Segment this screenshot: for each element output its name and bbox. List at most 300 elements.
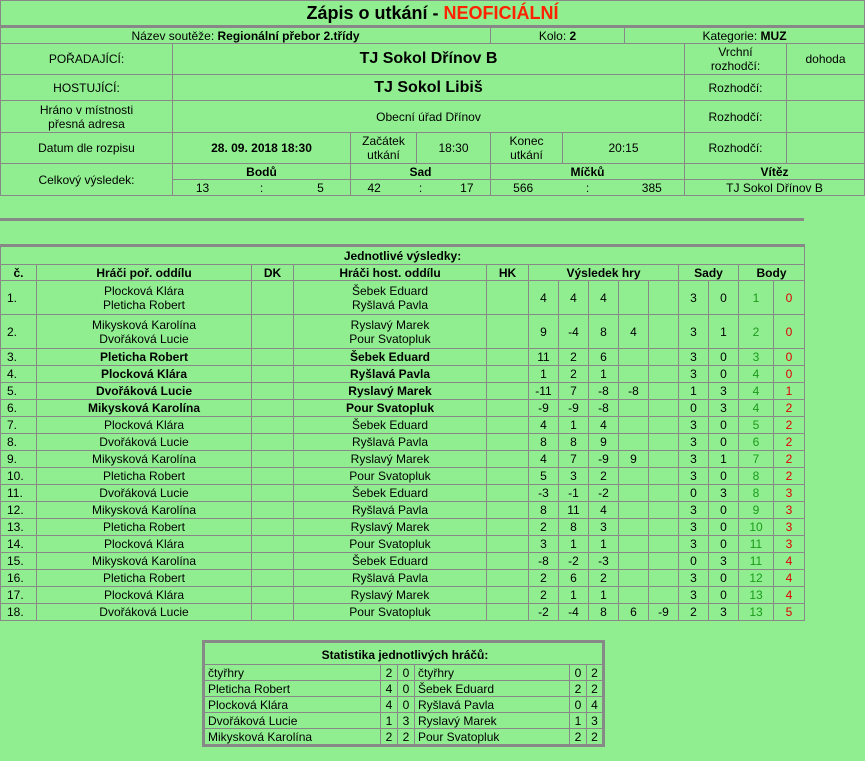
game-score <box>649 502 679 519</box>
away-player <box>294 383 487 400</box>
home-player <box>37 366 252 383</box>
home-losses: 3 <box>398 713 415 729</box>
game-score <box>649 417 679 434</box>
hk-cell <box>487 434 529 451</box>
points-home: 9 <box>739 502 774 519</box>
points-home: 8 <box>739 485 774 502</box>
game-score: 8 <box>589 315 619 349</box>
game-score: 6 <box>559 570 589 587</box>
game-number: 12. <box>1 502 37 519</box>
dk-cell <box>252 587 294 604</box>
game-score <box>619 570 649 587</box>
sets-away: 0 <box>709 502 739 519</box>
dk-cell <box>252 604 294 621</box>
away-player <box>294 468 487 485</box>
game-score <box>649 400 679 417</box>
game-score <box>619 587 649 604</box>
sets-away: 0 <box>709 570 739 587</box>
hk-cell <box>487 502 529 519</box>
home-team: TJ Sokol Dřínov B <box>173 44 685 75</box>
game-score <box>619 485 649 502</box>
player-name: Šebek Eduard <box>351 486 429 500</box>
away-label: HOSTUJÍCÍ: <box>1 75 173 101</box>
player-name: Šebek Eduard <box>351 283 429 298</box>
dk-cell <box>252 553 294 570</box>
dk-cell <box>252 485 294 502</box>
home-label: POŘADAJÍCÍ: <box>1 44 173 75</box>
game-score: -1 <box>559 485 589 502</box>
away-player <box>294 315 487 349</box>
winner-label: Vítěz <box>685 164 865 180</box>
points-away: 2 <box>774 451 805 468</box>
player-name: Mikysková Karolína <box>91 503 197 517</box>
points-away: 3 <box>774 519 805 536</box>
player-name: Pletich​a Robert <box>102 297 186 312</box>
home-player <box>37 553 252 570</box>
away-player-name: Ryšlavá Pavla <box>415 697 570 713</box>
away-player-name: Pour Svatopluk <box>415 729 570 746</box>
sets-score: 42 : 17 <box>351 180 491 196</box>
game-score: 4 <box>529 451 559 468</box>
sets-away: 1 <box>709 451 739 468</box>
game-number: 6. <box>1 400 37 417</box>
home-wins: 4 <box>381 681 398 697</box>
sets-home: 3 <box>679 366 709 383</box>
game-score: 2 <box>529 519 559 536</box>
referee-value-2 <box>787 101 865 133</box>
player-stats-table <box>202 640 605 747</box>
away-player <box>294 451 487 468</box>
table-row <box>1 485 805 502</box>
game-score: 2 <box>589 570 619 587</box>
home-player <box>37 570 252 587</box>
table-row <box>1 553 805 570</box>
status-label: NEOFICIÁLNÍ <box>443 2 559 23</box>
col-home-players: Hráči poř. oddílu <box>37 265 252 281</box>
table-row <box>1 536 805 553</box>
referee-label-2: Rozhodčí: <box>685 101 787 133</box>
game-number: 11. <box>1 485 37 502</box>
home-losses: 2 <box>398 729 415 746</box>
table-row <box>1 434 805 451</box>
stats-row <box>204 665 604 681</box>
match-header <box>0 0 865 196</box>
points-home: 13 <box>739 604 774 621</box>
game-score: -11 <box>529 383 559 400</box>
away-player <box>294 485 487 502</box>
points-home: 4 <box>739 366 774 383</box>
game-score: -8 <box>619 383 649 400</box>
venue-label: Hráno v místnosti přesná adresa <box>1 101 173 133</box>
home-wins: 2 <box>381 729 398 746</box>
start-value: 18:30 <box>417 133 491 164</box>
game-score: 4 <box>589 502 619 519</box>
game-score: 1 <box>589 587 619 604</box>
home-player <box>37 536 252 553</box>
player-name: Plocková Klára <box>103 283 185 298</box>
player-name: Plocková Klára <box>100 367 188 381</box>
game-score <box>649 570 679 587</box>
dk-cell <box>252 417 294 434</box>
game-score <box>619 417 649 434</box>
player-name: Mikysková Karolína <box>91 452 197 466</box>
sets-home: 3 <box>679 536 709 553</box>
game-score: 3 <box>529 536 559 553</box>
hk-cell <box>487 553 529 570</box>
hk-cell <box>487 400 529 417</box>
points-away: 4 <box>774 587 805 604</box>
sets-away: 0 <box>709 417 739 434</box>
game-score: -4 <box>559 604 589 621</box>
table-row <box>1 587 805 604</box>
table-row <box>1 502 805 519</box>
game-score: 3 <box>559 468 589 485</box>
points-home: 11 <box>739 553 774 570</box>
divider <box>0 218 804 221</box>
game-score: -9 <box>589 451 619 468</box>
stats-row <box>204 713 604 729</box>
sets-home: 1 <box>679 383 709 400</box>
points-home: 1 <box>739 281 774 315</box>
game-score: 1 <box>559 587 589 604</box>
home-losses: 0 <box>398 665 415 681</box>
dk-cell <box>252 366 294 383</box>
away-player <box>294 417 487 434</box>
home-player <box>37 417 252 434</box>
away-player <box>294 400 487 417</box>
game-score: 8 <box>559 519 589 536</box>
points-away: 3 <box>774 536 805 553</box>
game-score: 8 <box>589 604 619 621</box>
dk-cell <box>252 281 294 315</box>
game-score <box>619 400 649 417</box>
col-score: Výsledek hry <box>529 265 679 281</box>
game-score <box>649 587 679 604</box>
player-name: Plocková Klára <box>103 537 185 551</box>
col-away-players: Hráči host. oddílu <box>294 265 487 281</box>
hk-cell <box>487 604 529 621</box>
game-score: -3 <box>589 553 619 570</box>
sets-away: 0 <box>709 281 739 315</box>
total-label: Celkový výsledek: <box>1 164 173 196</box>
table-row <box>1 604 805 621</box>
game-score: 1 <box>529 366 559 383</box>
game-score: -9 <box>559 400 589 417</box>
game-score: 4 <box>529 417 559 434</box>
game-score: 7 <box>559 451 589 468</box>
dk-cell <box>252 434 294 451</box>
game-number: 8. <box>1 434 37 451</box>
game-score: -9 <box>649 604 679 621</box>
game-number: 3. <box>1 349 37 366</box>
dk-cell <box>252 315 294 349</box>
stats-row <box>204 729 604 746</box>
points-home: 8 <box>739 468 774 485</box>
player-name: Pour Svatopluk <box>349 605 431 619</box>
game-score: 7 <box>559 383 589 400</box>
game-score <box>649 553 679 570</box>
points-home: 4 <box>739 383 774 400</box>
home-losses: 0 <box>398 697 415 713</box>
game-score: 2 <box>529 570 559 587</box>
player-name: Ryšlavá Pavla <box>349 367 431 381</box>
hk-cell <box>487 519 529 536</box>
player-name: Ryšlavá Pavla <box>351 297 429 312</box>
game-score <box>649 434 679 451</box>
hk-cell <box>487 485 529 502</box>
points-away: 4 <box>774 570 805 587</box>
sets-home: 0 <box>679 400 709 417</box>
points-away: 0 <box>774 281 805 315</box>
game-number: 17. <box>1 587 37 604</box>
table-row <box>1 570 805 587</box>
player-name: Ryslavý Marek <box>350 520 430 534</box>
away-player <box>294 553 487 570</box>
home-player <box>37 587 252 604</box>
game-score: 5 <box>529 468 559 485</box>
home-player-name: čtyřhry <box>204 665 381 681</box>
stats-row <box>204 697 604 713</box>
home-player-name: Pletich​a Robert <box>204 681 381 697</box>
player-name: Pletich​a Robert <box>99 350 189 364</box>
end-label: Konec utkání <box>491 133 563 164</box>
game-score <box>619 519 649 536</box>
hk-cell <box>487 570 529 587</box>
player-name: Ryšlavá Pavla <box>351 571 429 585</box>
points-home: 2 <box>739 315 774 349</box>
away-player <box>294 366 487 383</box>
sets-home: 3 <box>679 570 709 587</box>
chief-referee-value: dohoda <box>787 44 865 75</box>
sets-home: 3 <box>679 468 709 485</box>
game-score: 4 <box>589 417 619 434</box>
game-score: 9 <box>589 434 619 451</box>
away-wins: 1 <box>570 713 587 729</box>
sets-home: 3 <box>679 451 709 468</box>
home-player <box>37 502 252 519</box>
sets-away: 0 <box>709 468 739 485</box>
player-name: Šebek Eduard <box>351 418 429 432</box>
game-number: 18. <box>1 604 37 621</box>
game-score <box>619 536 649 553</box>
end-value: 20:15 <box>563 133 685 164</box>
balls-label: Míčků <box>491 164 685 180</box>
game-score: -2 <box>559 553 589 570</box>
sets-away: 0 <box>709 519 739 536</box>
sets-away: 0 <box>709 434 739 451</box>
game-number: 4. <box>1 366 37 383</box>
referee-label-1: Rozhodčí: <box>685 75 787 101</box>
away-losses: 2 <box>587 665 604 681</box>
game-score: 9 <box>619 451 649 468</box>
game-score: 8 <box>529 434 559 451</box>
hk-cell <box>487 281 529 315</box>
game-score <box>649 485 679 502</box>
player-name: Dvořáková Lucie <box>99 486 189 500</box>
page-title: Zápis o utkání - NEOFICIÁLNÍ <box>1 1 865 27</box>
table-row <box>1 417 805 434</box>
table-row <box>1 383 805 400</box>
sets-label: Sad <box>351 164 491 180</box>
points-away: 2 <box>774 468 805 485</box>
sets-home: 3 <box>679 315 709 349</box>
sets-away: 0 <box>709 536 739 553</box>
points-away: 3 <box>774 502 805 519</box>
points-home: 6 <box>739 434 774 451</box>
results-table <box>0 244 805 621</box>
away-player <box>294 502 487 519</box>
game-score: 6 <box>589 349 619 366</box>
game-number: 13. <box>1 519 37 536</box>
game-score: -2 <box>529 604 559 621</box>
player-name: Dvořáková Lucie <box>99 331 189 346</box>
home-player <box>37 604 252 621</box>
game-score: 2 <box>529 587 559 604</box>
player-name: Mikysková Karolína <box>87 401 201 415</box>
player-name: Pletich​a Robert <box>102 571 186 585</box>
points-away: 2 <box>774 434 805 451</box>
player-name: Ryslavý Marek <box>348 384 432 398</box>
dk-cell <box>252 468 294 485</box>
game-number: 14. <box>1 536 37 553</box>
table-row <box>1 315 805 349</box>
game-score: -2 <box>589 485 619 502</box>
player-name: Pour Svatopluk <box>349 331 431 346</box>
game-score <box>619 553 649 570</box>
sets-away: 0 <box>709 587 739 604</box>
sets-away: 3 <box>709 383 739 400</box>
sets-away: 3 <box>709 553 739 570</box>
away-player <box>294 587 487 604</box>
player-name: Dvořáková Lucie <box>95 384 193 398</box>
game-score: 4 <box>589 281 619 315</box>
game-score <box>649 451 679 468</box>
away-wins: 0 <box>570 665 587 681</box>
sets-home: 3 <box>679 349 709 366</box>
points-away: 0 <box>774 366 805 383</box>
points-away: 2 <box>774 417 805 434</box>
table-row <box>1 281 805 315</box>
hk-cell <box>487 451 529 468</box>
game-score <box>649 281 679 315</box>
game-score: 4 <box>559 281 589 315</box>
player-name: Ryšlavá Pavla <box>351 435 429 449</box>
stats-caption: Statistika jednotlivých hráčů: <box>204 642 604 665</box>
table-row <box>1 366 805 383</box>
home-player <box>37 315 252 349</box>
player-name: Pletich​a Robert <box>102 520 186 534</box>
game-score: -8 <box>589 383 619 400</box>
col-dk: DK <box>252 265 294 281</box>
away-player <box>294 434 487 451</box>
chief-referee-label: Vrchní rozhodčí: <box>685 44 787 75</box>
points-away: 4 <box>774 553 805 570</box>
home-player <box>37 519 252 536</box>
date-label: Datum dle rozpisu <box>1 133 173 164</box>
away-wins: 2 <box>570 681 587 697</box>
referee-value-3 <box>787 133 865 164</box>
dk-cell <box>252 519 294 536</box>
sets-home: 3 <box>679 519 709 536</box>
home-player <box>37 434 252 451</box>
points-home: 10 <box>739 519 774 536</box>
col-no: č. <box>1 265 37 281</box>
points-home: 12 <box>739 570 774 587</box>
sets-away: 3 <box>709 604 739 621</box>
winner-value: TJ Sokol Dřínov B <box>685 180 865 196</box>
away-losses: 2 <box>587 681 604 697</box>
away-player <box>294 519 487 536</box>
game-score: 1 <box>559 417 589 434</box>
points-home: 5 <box>739 417 774 434</box>
game-score <box>649 383 679 400</box>
home-player-name: Plocková Klára <box>204 697 381 713</box>
player-name: Plocková Klára <box>103 418 185 432</box>
game-score: 2 <box>589 468 619 485</box>
home-wins: 2 <box>381 665 398 681</box>
home-wins: 1 <box>381 713 398 729</box>
sets-home: 3 <box>679 434 709 451</box>
points-away: 0 <box>774 349 805 366</box>
points-away: 5 <box>774 604 805 621</box>
game-score: -8 <box>529 553 559 570</box>
game-score: 1 <box>589 366 619 383</box>
table-row <box>1 451 805 468</box>
game-number: 7. <box>1 417 37 434</box>
game-number: 10. <box>1 468 37 485</box>
away-losses: 3 <box>587 713 604 729</box>
game-score: 11 <box>559 502 589 519</box>
sets-home: 3 <box>679 502 709 519</box>
game-number: 9. <box>1 451 37 468</box>
player-name: Ryšlavá Pavla <box>351 503 429 517</box>
game-score: 1 <box>589 536 619 553</box>
player-name: Šebek Eduard <box>349 350 431 364</box>
game-score: 6 <box>619 604 649 621</box>
home-player <box>37 400 252 417</box>
sets-home: 3 <box>679 281 709 315</box>
home-losses: 0 <box>398 681 415 697</box>
home-player <box>37 281 252 315</box>
points-home: 4 <box>739 400 774 417</box>
sets-home: 2 <box>679 604 709 621</box>
table-row <box>1 468 805 485</box>
venue-value: Obecní úřad Dřínov <box>173 101 685 133</box>
player-name: Pletich​a Robert <box>102 469 186 483</box>
home-player <box>37 451 252 468</box>
game-score <box>619 281 649 315</box>
player-name: Mikysková Karolína <box>91 317 197 332</box>
points-score: 13 : 5 <box>173 180 351 196</box>
dk-cell <box>252 383 294 400</box>
points-home: 13 <box>739 587 774 604</box>
sets-away: 0 <box>709 349 739 366</box>
game-score <box>619 366 649 383</box>
col-hk: HK <box>487 265 529 281</box>
home-player <box>37 485 252 502</box>
results-caption: Jednotlivé výsledky: <box>1 246 805 265</box>
game-score: 2 <box>559 366 589 383</box>
date-value: 28. 09. 2018 18:30 <box>173 133 351 164</box>
sets-home: 0 <box>679 485 709 502</box>
game-score: 11 <box>529 349 559 366</box>
game-score <box>619 468 649 485</box>
sets-home: 0 <box>679 553 709 570</box>
points-away: 0 <box>774 315 805 349</box>
hk-cell <box>487 366 529 383</box>
hk-cell <box>487 587 529 604</box>
table-row <box>1 400 805 417</box>
